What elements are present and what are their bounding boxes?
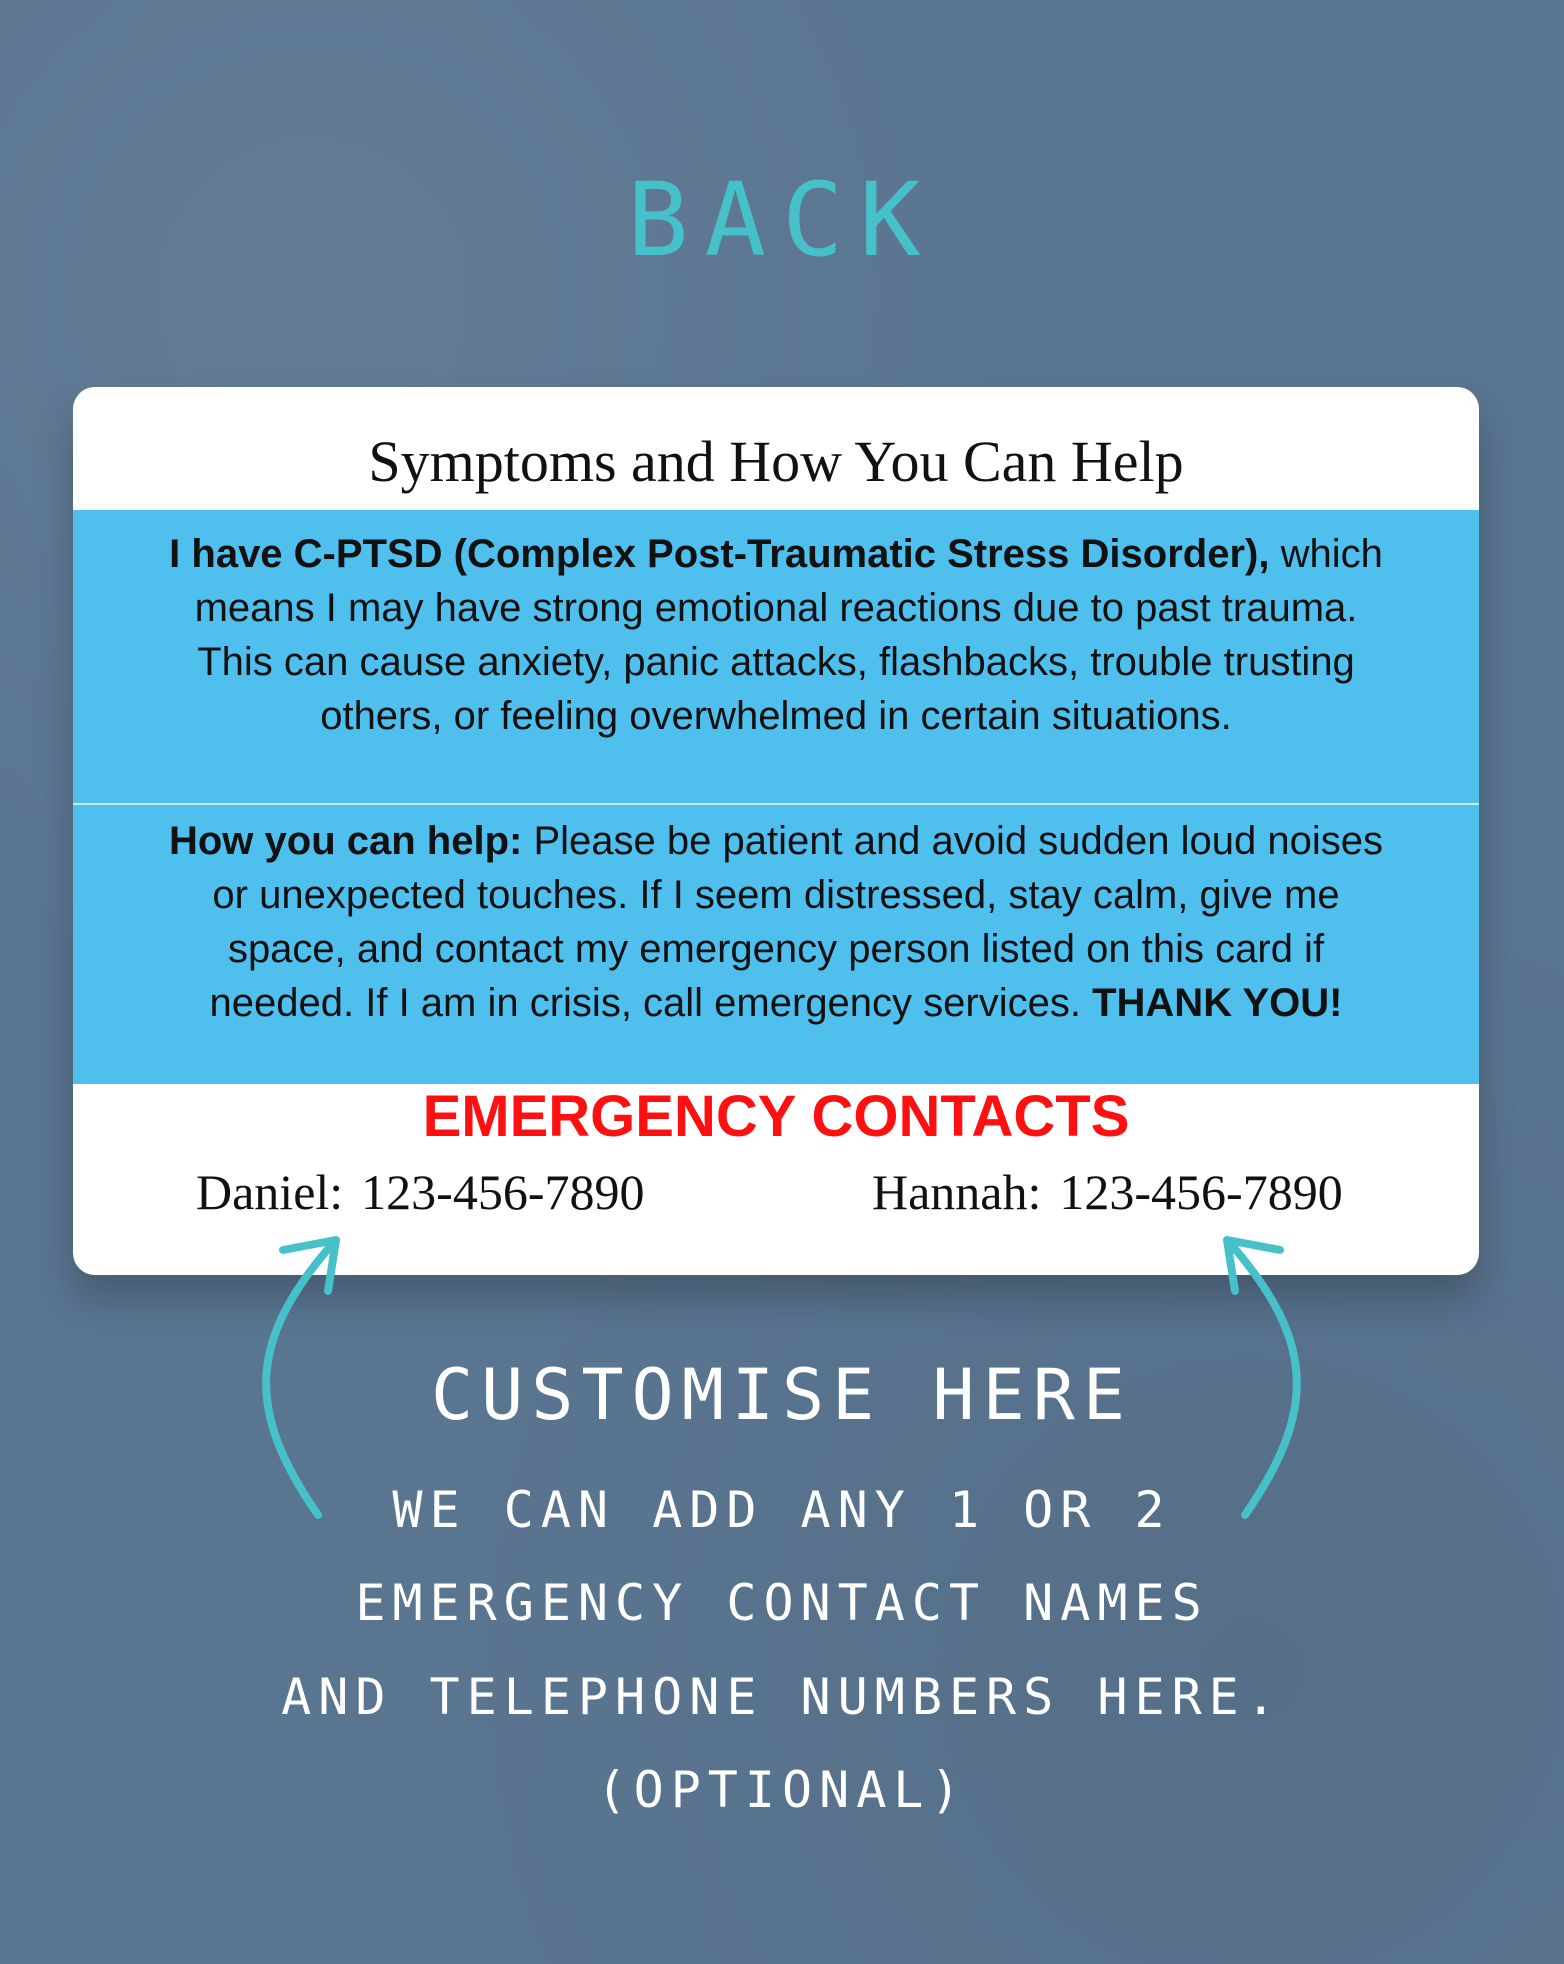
section-divider bbox=[73, 803, 1479, 805]
contact-phone: 123-456-7890 bbox=[1059, 1164, 1343, 1220]
thank-you-text: THANK YOU! bbox=[1092, 981, 1343, 1025]
contact-phone: 123-456-7890 bbox=[361, 1164, 645, 1220]
promo-line-2: EMERGENCY CONTACT NAMES bbox=[355, 1574, 1209, 1632]
cptsd-card bbox=[73, 387, 1479, 1275]
condition-bold-text: I have C-PTSD (Complex Post-Traumatic Stress Disorder), bbox=[169, 532, 1270, 576]
promo-line-4: (OPTIONAL) bbox=[596, 1761, 968, 1819]
contact-entry-hannah bbox=[872, 1164, 1343, 1220]
help-description: Please be patient and avoid sudden loud noises or unexpected touches. If I seem distressed, stay calm, give me space, and contact my emergency person listed on this card if needed. If I am in crisis, call emergency services. bbox=[209, 819, 1383, 1025]
contact-name: Hannah: bbox=[872, 1164, 1042, 1220]
card-title: Symptoms and How You Can Help bbox=[368, 429, 1184, 494]
help-section bbox=[73, 814, 1479, 1030]
condition-description: which means I may have strong emotional reactions due to past trauma. This can cause anxiety, panic attacks, flashbacks, trouble trusting others, or feeling overwhelmed in certain situations. bbox=[194, 532, 1383, 738]
emergency-contacts-title: EMERGENCY CONTACTS bbox=[422, 1084, 1130, 1149]
contact-entry-daniel bbox=[196, 1164, 645, 1220]
condition-section bbox=[73, 527, 1479, 743]
info-band bbox=[73, 510, 1479, 1084]
promo-line-1: WE CAN ADD ANY 1 OR 2 bbox=[392, 1481, 1172, 1539]
contact-name: Daniel: bbox=[196, 1164, 344, 1220]
help-bold-text: How you can help: bbox=[168, 819, 523, 863]
customise-headline: CUSTOMISE HERE bbox=[430, 1354, 1133, 1436]
promo-line-3: AND TELEPHONE NUMBERS HERE. bbox=[281, 1668, 1283, 1726]
back-label: BACK bbox=[627, 161, 937, 280]
